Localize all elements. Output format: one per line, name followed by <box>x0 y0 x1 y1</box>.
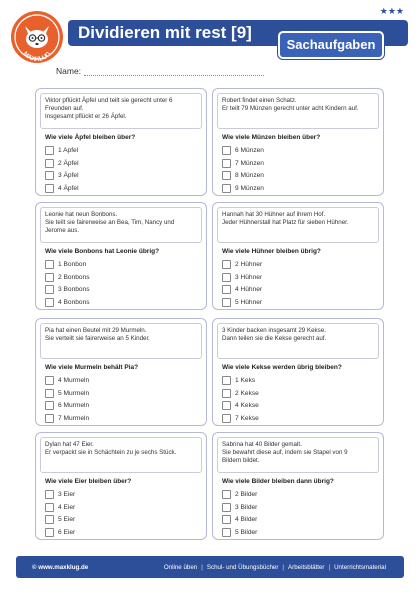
answer-option-label: 1 Bonbon <box>58 261 87 268</box>
answer-option[interactable] <box>222 273 262 282</box>
answer-option-label: 7 Kekse <box>235 414 259 422</box>
answer-option[interactable] <box>222 171 264 180</box>
answer-option-label: 2 Äpfel <box>58 159 79 167</box>
answer-option[interactable] <box>222 298 262 307</box>
task-story-line: Sie bewahrt diese auf, indem sie Stapel von 9 <box>222 449 348 457</box>
task-story-line: 3 Kinder backen insgesamt 29 Kekse. <box>222 327 326 334</box>
task-story <box>217 207 379 243</box>
answer-checkbox[interactable] <box>222 401 231 410</box>
answer-option[interactable] <box>222 260 262 269</box>
task-story-line: Bildern bildet. <box>222 457 260 465</box>
task-story-line: Er verpackt sie in Schächtein zu je sechs Stück. <box>45 449 177 457</box>
answer-option[interactable] <box>45 376 89 385</box>
task-story-line: Robert findet einen Schatz. <box>222 97 297 104</box>
answer-option-label: 6 Eier <box>58 528 76 536</box>
answer-option-label: 3 Bilder <box>235 503 258 511</box>
answer-checkbox[interactable] <box>222 298 231 307</box>
answer-option[interactable] <box>45 260 86 269</box>
answer-checkbox[interactable] <box>45 414 54 423</box>
task-story-line: Jeder Hühnerstall hat Platz für sieben Hühner. <box>222 219 349 227</box>
answer-option-label: 4 Hühner <box>235 286 263 294</box>
answer-checkbox[interactable] <box>222 171 231 180</box>
answer-option[interactable] <box>45 146 78 155</box>
footer-separator: | <box>201 563 203 571</box>
footer <box>16 556 404 578</box>
answer-option[interactable] <box>45 401 89 410</box>
answer-option-label: 8 Münzen <box>235 172 264 180</box>
answer-option[interactable] <box>222 401 259 410</box>
task-story-line: Sie verteilt sie fairerweise an 5 Kinder. <box>45 335 150 343</box>
maxklug-logo <box>10 10 64 64</box>
task-story <box>40 93 202 129</box>
answer-option[interactable] <box>45 285 90 294</box>
answer-checkbox[interactable] <box>45 146 54 155</box>
answer-option-label: 4 Eier <box>58 503 76 511</box>
answer-option[interactable] <box>45 490 75 499</box>
answer-checkbox[interactable] <box>222 414 231 423</box>
answer-option-label: 1 Keks <box>235 377 256 384</box>
answer-checkbox[interactable] <box>45 260 54 269</box>
answer-option-label: 9 Münzen <box>235 184 264 192</box>
answer-checkbox[interactable] <box>222 490 231 499</box>
answer-checkbox[interactable] <box>222 376 231 385</box>
task-question: Wie viele Eier bleiben über? <box>45 478 132 485</box>
answer-checkbox[interactable] <box>45 515 54 524</box>
task-story-line: Er teilt 79 Münzen gerecht unter acht Kindern auf. <box>222 105 359 113</box>
answer-option[interactable] <box>45 298 90 307</box>
task-story <box>40 323 202 359</box>
task-story-line: Sabrina hat 40 Bilder gemalt. <box>222 441 302 448</box>
answer-option-label: 7 Murmeln <box>58 414 90 422</box>
name-input-line[interactable] <box>84 75 264 76</box>
answer-checkbox[interactable] <box>45 528 54 537</box>
task-story-line: Sie teilt sie fairerweise an Bea, Tim, Nancy und <box>45 219 175 227</box>
answer-checkbox[interactable] <box>45 184 54 193</box>
answer-option[interactable] <box>45 503 75 512</box>
answer-option[interactable] <box>45 171 79 180</box>
task-story-line: Pia hat einen Beutel mit 29 Murmeln. <box>45 327 147 334</box>
answer-checkbox[interactable] <box>45 171 54 180</box>
name-label: Name: <box>56 66 82 76</box>
answer-option[interactable] <box>45 414 89 423</box>
task-story <box>40 437 202 473</box>
category-badge: Sachaufgaben <box>278 31 384 59</box>
answer-option-label: 5 Murmeln <box>58 389 90 397</box>
answer-option[interactable] <box>222 184 264 193</box>
answer-option[interactable] <box>45 389 89 398</box>
task-story-line: Dann teilen sie die Kekse gerecht auf. <box>222 335 327 343</box>
task-story-line: Freunden auf. <box>45 105 84 113</box>
footer-separator: | <box>282 563 284 571</box>
answer-option[interactable] <box>45 273 90 282</box>
footer-link-online[interactable]: Online üben <box>163 563 198 571</box>
task-question: Wie viele Münzen bleiben über? <box>222 134 321 141</box>
answer-checkbox[interactable] <box>222 159 231 168</box>
answer-option-label: 4 Bonbons <box>58 298 90 306</box>
answer-option-label: 5 Bilder <box>235 528 258 536</box>
task-question: Wie viele Murmeln behält Pia? <box>45 364 139 371</box>
answer-option-label: 3 Hühner <box>235 273 263 281</box>
task-story-line: Leonie hat neun Bonbons. <box>45 211 118 218</box>
answer-option-label: 3 Äpfel <box>58 172 79 180</box>
footer-separator: | <box>328 563 331 571</box>
answer-checkbox[interactable] <box>222 503 231 512</box>
task-story-line: Jerome aus. <box>45 227 80 235</box>
answer-checkbox[interactable] <box>45 159 54 168</box>
answer-checkbox[interactable] <box>45 490 54 499</box>
task-question: Wie viele Äpfel bleiben über? <box>45 134 136 141</box>
task-question: Wie viele Hühner bleiben übrig? <box>222 248 321 255</box>
answer-checkbox[interactable] <box>222 273 231 282</box>
footer-link-books[interactable]: Schul- und Übungsbücher <box>206 563 279 571</box>
answer-checkbox[interactable] <box>222 389 231 398</box>
answer-checkbox[interactable] <box>222 184 231 193</box>
answer-option[interactable] <box>45 528 75 537</box>
answer-option[interactable] <box>222 503 257 512</box>
answer-option-label: 4 Murmeln <box>58 377 90 384</box>
answer-option-label: 2 Kekse <box>235 389 259 397</box>
answer-option-label: 2 Hühner <box>235 261 263 268</box>
answer-option-label: 7 Münzen <box>235 159 264 167</box>
footer-link-worksheets[interactable]: Arbeitsblätter <box>288 563 325 571</box>
task-story-line: Dylan hat 47 Eier. <box>45 441 94 448</box>
answer-option[interactable] <box>222 159 264 168</box>
answer-option[interactable] <box>222 528 257 537</box>
answer-option[interactable] <box>45 515 75 524</box>
answer-checkbox[interactable] <box>45 376 54 385</box>
answer-option-label: 4 Kekse <box>235 402 259 410</box>
task-story-line: Hannah hat 30 Hühner auf ihrem Hof. <box>222 211 326 218</box>
task-story-line: Insgesamt pflückt er 26 Äpfel. <box>45 113 127 121</box>
footer-url[interactable]: © www.maxklug.de <box>32 563 89 571</box>
answer-option[interactable] <box>222 414 259 423</box>
answer-option-label: 2 Bilder <box>235 491 258 498</box>
answer-option-label: 1 Apfel <box>58 147 79 154</box>
answer-checkbox[interactable] <box>222 260 231 269</box>
task-story-line: Viktor pflückt Äpfel und teilt sie gerecht unter 6 <box>45 97 173 104</box>
footer-link-material[interactable]: Unterrichtsmaterial <box>334 563 386 571</box>
task-question: Wie viele Kekse werden übrig bleiben? <box>222 364 342 371</box>
task-story <box>217 93 379 129</box>
answer-option-label: 4 Äpfel <box>58 184 79 192</box>
footer-links <box>160 564 390 571</box>
answer-option[interactable] <box>45 184 79 193</box>
answer-option-label: 5 Eier <box>58 516 76 524</box>
task-story <box>217 437 379 473</box>
answer-option-label: 5 Hühner <box>235 298 263 306</box>
task-question: Wie viele Bilder bleiben dann übrig? <box>222 478 334 485</box>
answer-option-label: 6 Münzen <box>235 147 264 154</box>
task-story <box>40 207 202 243</box>
answer-option-label: 2 Bonbons <box>58 273 90 281</box>
answer-checkbox[interactable] <box>45 285 54 294</box>
answer-option[interactable] <box>222 389 259 398</box>
answer-option-label: 3 Bonbons <box>58 286 90 294</box>
answer-checkbox[interactable] <box>222 146 231 155</box>
answer-checkbox[interactable] <box>45 389 54 398</box>
answer-option-label: 4 Bilder <box>235 516 258 524</box>
answer-option[interactable] <box>222 490 257 499</box>
task-story <box>217 323 379 359</box>
answer-option-label: 6 Murmeln <box>58 402 90 410</box>
answer-option[interactable] <box>45 159 79 168</box>
page-title: Dividieren mit rest [9] <box>78 23 252 42</box>
logo-text: MAXKLUG <box>21 50 53 64</box>
answer-checkbox[interactable] <box>45 401 54 410</box>
answer-option[interactable] <box>222 146 264 155</box>
difficulty-stars: ★★★ <box>379 6 404 16</box>
answer-checkbox[interactable] <box>222 528 231 537</box>
answer-option[interactable] <box>222 515 257 524</box>
answer-checkbox[interactable] <box>45 273 54 282</box>
task-question: Wie viele Bonbons hat Leonie übrig? <box>45 248 160 255</box>
answer-option[interactable] <box>222 285 262 294</box>
answer-checkbox[interactable] <box>222 285 231 294</box>
answer-checkbox[interactable] <box>45 298 54 307</box>
answer-checkbox[interactable] <box>45 503 54 512</box>
answer-checkbox[interactable] <box>222 515 231 524</box>
answer-option[interactable] <box>222 376 255 385</box>
answer-option-label: 3 Eier <box>58 491 76 498</box>
